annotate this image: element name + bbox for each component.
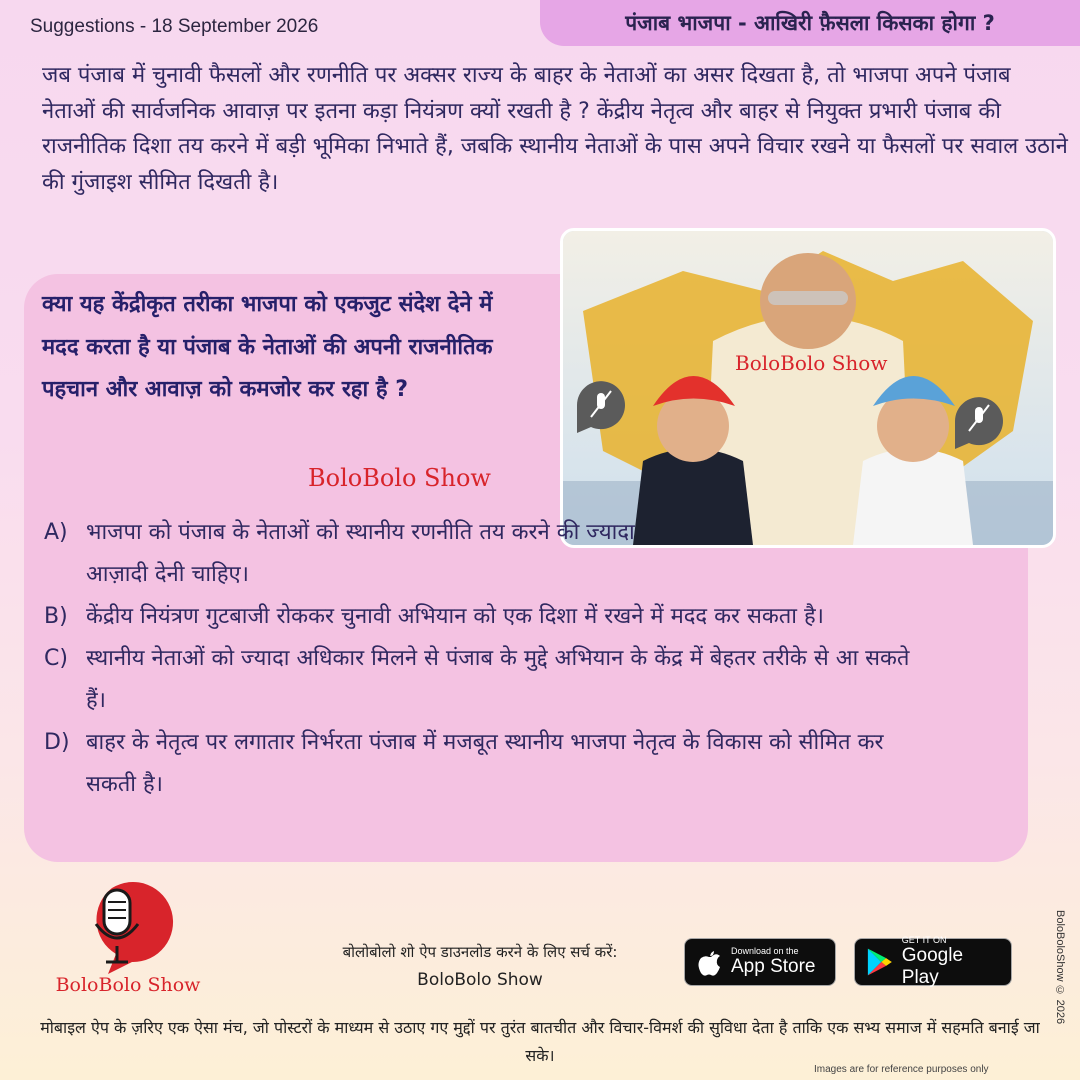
option-d[interactable]	[44, 722, 924, 806]
google-play-large-text: Google Play	[901, 945, 964, 988]
option-text: भाजपा को पंजाब के नेताओं को स्थानीय रणनीति तय करने की ज्यादा आज़ादी देनी चाहिए।	[86, 520, 635, 587]
option-key: C)	[44, 646, 68, 671]
politicians-illustration	[563, 231, 1053, 545]
image-watermark: BoloBolo Show	[735, 351, 888, 375]
illustration-image	[560, 228, 1056, 548]
app-store-large-text: App Store	[731, 956, 816, 977]
page-title: पंजाब भाजपा - आखिरी फ़ैसला किसका होगा ?	[540, 0, 1080, 46]
question-text: क्या यह केंद्रीकृत तरीका भाजपा को एकजुट संदेश देने में मदद करता है या पंजाब के नेताओं की अपनी राजनीतिक पहचान और आवाज़ को कमजोर कर रहा है ?	[42, 292, 493, 402]
image-disclaimer: Images are for reference purposes only	[814, 1064, 989, 1075]
answer-options	[44, 512, 924, 806]
app-store-button[interactable]	[684, 938, 836, 986]
option-key: A)	[44, 520, 68, 545]
search-prompt: बोलोबोलो शो ऐप डाउनलोड करने के लिए सर्च करें:	[342, 943, 618, 961]
brand-watermark: BoloBolo Show	[308, 464, 491, 492]
option-b[interactable]	[44, 596, 924, 638]
google-play-small-text: GET IT ON	[901, 935, 947, 945]
app-store-small-text: Download on the	[731, 946, 799, 956]
footer-description: मोबाइल ऐप के ज़रिए एक ऐसा मंच, जो पोस्टरों के माध्यम से उठाए गए मुद्दों पर तुरंत बातचीत और विचार-विमर्श की सुविधा देता है ताकि एक सभ्य समाज में सहमति बनाई जा सके।	[40, 1018, 1040, 1065]
intro-paragraph: जब पंजाब में चुनावी फैसलों और रणनीति पर अक्सर राज्य के बाहर के नेताओं का असर दिखता है, तो भाजपा अपने पंजाब नेताओं की सार्वजनिक आवाज़ पर इतना कड़ा नियंत्रण क्यों रखती है ? केंद्रीय नेतृत्व और बाहर से नियुक्त प्रभारी पंजाब की राजनीतिक दिशा तय करने में बड़ी भूमिका निभाते हैं, जबकि स्थानीय नेताओं के पास अपने विचार रखने या फैसलों पर सवाल उठाने की गुंजाइश सीमित दिखती है।	[42, 63, 1068, 195]
google-play-button[interactable]	[854, 935, 1012, 988]
option-c[interactable]	[44, 638, 924, 722]
apple-icon	[695, 947, 723, 977]
google-play-icon	[865, 946, 894, 978]
app-name: BoloBolo Show	[417, 970, 543, 990]
option-key: B)	[44, 604, 68, 629]
copyright-text: BoloBoloShow © 2026	[1054, 910, 1066, 1025]
logo-text: BoloBolo Show	[55, 974, 201, 996]
option-a[interactable]	[44, 512, 924, 596]
download-instructions	[262, 938, 698, 994]
date-label: Suggestions - 18 September 2026	[30, 16, 319, 37]
option-text: बाहर के नेतृत्व पर लगातार निर्भरता पंजाब में मजबूत स्थानीय भाजपा नेतृत्व के विकास को सीमित कर सकती है।	[86, 730, 884, 797]
option-text: स्थानीय नेताओं को ज्यादा अधिकार मिलने से पंजाब के मुद्दे अभियान के केंद्र में बेहतर तरीके से आ सकते हैं।	[86, 646, 910, 713]
option-key: D)	[44, 730, 70, 755]
option-text: केंद्रीय नियंत्रण गुटबाजी रोककर चुनावी अभियान को एक दिशा में रखने में मदद कर सकता है।	[86, 604, 824, 629]
microphone-icon	[52, 880, 212, 980]
